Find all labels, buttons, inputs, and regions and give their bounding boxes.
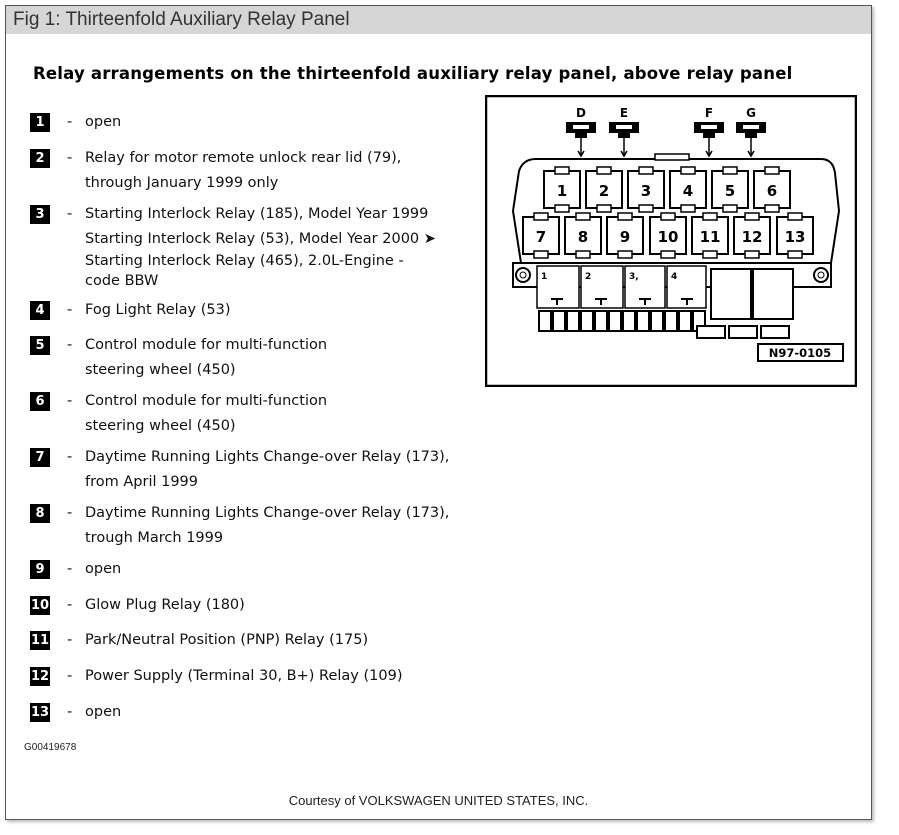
relay-pin bbox=[788, 213, 802, 220]
legend-line: trough March 1999 bbox=[85, 530, 224, 546]
legend-text bbox=[85, 596, 245, 621]
relay-number-badge: 9 bbox=[30, 560, 50, 579]
relay-pin bbox=[745, 213, 759, 220]
connector-socket bbox=[753, 269, 793, 319]
legend-line: Daytime Running Lights Change-over Relay (173), bbox=[85, 449, 450, 465]
relay-pin bbox=[745, 251, 759, 258]
relay-position-number: 8 bbox=[577, 228, 589, 246]
separator-dash: - bbox=[67, 668, 73, 684]
connector-plug-icon bbox=[618, 133, 630, 138]
terminal-pin bbox=[623, 311, 635, 331]
connector-label: D bbox=[576, 106, 586, 120]
relay-panel-diagram bbox=[485, 95, 857, 387]
legend-text bbox=[85, 667, 403, 692]
connector-plug-icon bbox=[575, 133, 587, 138]
legend-text bbox=[85, 392, 327, 442]
relay-pin bbox=[681, 205, 695, 212]
relay-position-number: 13 bbox=[784, 228, 806, 246]
relay-pin bbox=[703, 251, 717, 258]
terminal-pin bbox=[697, 326, 725, 338]
terminal-pin bbox=[595, 311, 607, 331]
relay-number-badge: 8 bbox=[30, 504, 50, 523]
relay-number-badge: 2 bbox=[30, 149, 50, 168]
relay-number-badge: 6 bbox=[30, 392, 50, 411]
relay-position-number: 11 bbox=[699, 228, 721, 246]
terminal-pin bbox=[665, 311, 677, 331]
relay-pin bbox=[618, 213, 632, 220]
legend-line: through January 1999 only bbox=[85, 175, 279, 191]
relay-number-badge: 4 bbox=[30, 301, 50, 320]
legend-text bbox=[85, 703, 121, 728]
legend-text bbox=[85, 205, 436, 290]
relay-pin bbox=[555, 167, 569, 174]
separator-dash: - bbox=[67, 704, 73, 720]
relay-number-badge: 1 bbox=[30, 113, 50, 132]
relay-pin bbox=[681, 167, 695, 174]
terminal-pin bbox=[679, 311, 691, 331]
legend-line: open bbox=[85, 704, 122, 720]
terminal-pin bbox=[729, 326, 757, 338]
legend-line: Fog Light Relay (53) bbox=[85, 302, 231, 318]
terminal-pin bbox=[609, 311, 621, 331]
separator-dash: - bbox=[67, 337, 73, 353]
connector-plug-icon bbox=[743, 125, 759, 129]
terminal-label: 4 bbox=[671, 272, 678, 282]
connector-label: E bbox=[619, 106, 629, 120]
separator-dash: - bbox=[67, 632, 73, 648]
separator-dash: - bbox=[67, 597, 73, 613]
connector-label: G bbox=[746, 106, 756, 120]
figure-id: N97-0105 bbox=[768, 346, 832, 360]
legend-text bbox=[85, 504, 449, 554]
figure-frame bbox=[5, 5, 872, 820]
relay-pin bbox=[765, 205, 779, 212]
separator-dash: - bbox=[67, 393, 73, 409]
legend-line: Power Supply (Terminal 30, B+) Relay (109) bbox=[85, 668, 403, 684]
relay-pin bbox=[534, 251, 548, 258]
legend-line: open bbox=[85, 561, 122, 577]
relay-position-number: 10 bbox=[657, 228, 679, 246]
terminal-label: 3, bbox=[629, 272, 639, 282]
relay-pin bbox=[788, 251, 802, 258]
relay-number-badge: 3 bbox=[30, 205, 50, 224]
relay-position-number: 6 bbox=[766, 182, 778, 200]
separator-dash: - bbox=[67, 505, 73, 521]
relay-pin bbox=[576, 251, 590, 258]
legend-line: Starting Interlock Relay (185), Model Year 1999 bbox=[85, 206, 429, 222]
relay-position-number: 2 bbox=[598, 182, 610, 200]
terminal-pin bbox=[651, 311, 663, 331]
connector-plug-icon bbox=[701, 125, 717, 129]
legend-line: Starting Interlock Relay (53), Model Year 2000 ➤ bbox=[85, 231, 436, 247]
relay-number-badge: 5 bbox=[30, 336, 50, 355]
legend-text bbox=[85, 560, 121, 585]
relay-pin bbox=[597, 167, 611, 174]
relay-position-number: 4 bbox=[682, 182, 694, 200]
relay-pin bbox=[723, 167, 737, 174]
terminal-label: 2 bbox=[585, 272, 592, 282]
legend-line: Control module for multi-function bbox=[85, 337, 328, 353]
legend-line: open bbox=[85, 114, 122, 130]
relay-number-badge: 7 bbox=[30, 448, 50, 467]
terminal-pin bbox=[539, 311, 551, 331]
relay-position-number: 12 bbox=[741, 228, 763, 246]
legend-text bbox=[85, 631, 368, 656]
mounting-nut-icon bbox=[516, 268, 530, 282]
separator-dash: - bbox=[67, 114, 73, 130]
legend-line: code BBW bbox=[85, 273, 159, 289]
connector-plug-icon bbox=[703, 133, 715, 138]
legend-text bbox=[85, 301, 231, 326]
figure-heading: Relay arrangements on the thirteenfold auxiliary relay panel, above relay panel bbox=[33, 64, 793, 83]
relay-number-badge: 10 bbox=[30, 598, 50, 613]
legend-line: Starting Interlock Relay (465), 2.0L-Engine - bbox=[85, 253, 404, 269]
relay-number-badge: 11 bbox=[30, 633, 50, 648]
relay-number-badge: 12 bbox=[30, 669, 50, 684]
image-code: G00419678 bbox=[24, 742, 77, 753]
legend-text bbox=[85, 448, 449, 498]
legend-line: Control module for multi-function bbox=[85, 393, 328, 409]
terminal-pin bbox=[637, 311, 649, 331]
relay-pin bbox=[765, 167, 779, 174]
terminal-label: 1 bbox=[541, 272, 548, 282]
connector-plug-icon bbox=[616, 125, 632, 129]
courtesy-credit: Courtesy of VOLKSWAGEN UNITED STATES, INC. bbox=[288, 793, 589, 808]
connector-socket bbox=[711, 269, 751, 319]
housing-tab bbox=[655, 154, 689, 160]
legend-text bbox=[85, 149, 401, 199]
relay-position-number: 7 bbox=[535, 228, 547, 246]
legend-line: Glow Plug Relay (180) bbox=[85, 597, 245, 613]
relay-position-number: 1 bbox=[556, 182, 568, 200]
connector-label: F bbox=[704, 106, 714, 120]
legend-text bbox=[85, 113, 121, 138]
mounting-nut-icon bbox=[814, 268, 828, 282]
legend-line: steering wheel (450) bbox=[85, 362, 236, 378]
relay-pin bbox=[639, 205, 653, 212]
relay-pin bbox=[534, 213, 548, 220]
relay-pin bbox=[661, 251, 675, 258]
legend-line: Relay for motor remote unlock rear lid (79), bbox=[85, 150, 402, 166]
relay-pin bbox=[661, 213, 675, 220]
legend-line: Daytime Running Lights Change-over Relay (173), bbox=[85, 505, 450, 521]
legend-line: Park/Neutral Position (PNP) Relay (175) bbox=[85, 632, 369, 648]
legend-line: from April 1999 bbox=[85, 474, 199, 490]
relay-pin bbox=[703, 213, 717, 220]
terminal-pin bbox=[761, 326, 789, 338]
relay-number-badge: 13 bbox=[30, 705, 50, 720]
legend-text bbox=[85, 336, 327, 386]
relay-pin bbox=[597, 205, 611, 212]
terminal-pin bbox=[581, 311, 593, 331]
terminal-pin bbox=[567, 311, 579, 331]
separator-dash: - bbox=[67, 561, 73, 577]
separator-dash: - bbox=[67, 302, 73, 318]
relay-position-number: 3 bbox=[640, 182, 652, 200]
relay-pin bbox=[618, 251, 632, 258]
connector-plug-icon bbox=[745, 133, 757, 138]
relay-pin bbox=[555, 205, 569, 212]
separator-dash: - bbox=[67, 206, 73, 222]
relay-position-number: 5 bbox=[724, 182, 736, 200]
separator-dash: - bbox=[67, 449, 73, 465]
relay-pin bbox=[723, 205, 737, 212]
separator-dash: - bbox=[67, 150, 73, 166]
figure-title: Fig 1: Thirteenfold Auxiliary Relay Panel bbox=[6, 6, 871, 34]
legend-line: steering wheel (450) bbox=[85, 418, 236, 434]
relay-position-number: 9 bbox=[619, 228, 631, 246]
relay-pin bbox=[639, 167, 653, 174]
connector-plug-icon bbox=[573, 125, 589, 129]
relay-pin bbox=[576, 213, 590, 220]
terminal-pin bbox=[553, 311, 565, 331]
